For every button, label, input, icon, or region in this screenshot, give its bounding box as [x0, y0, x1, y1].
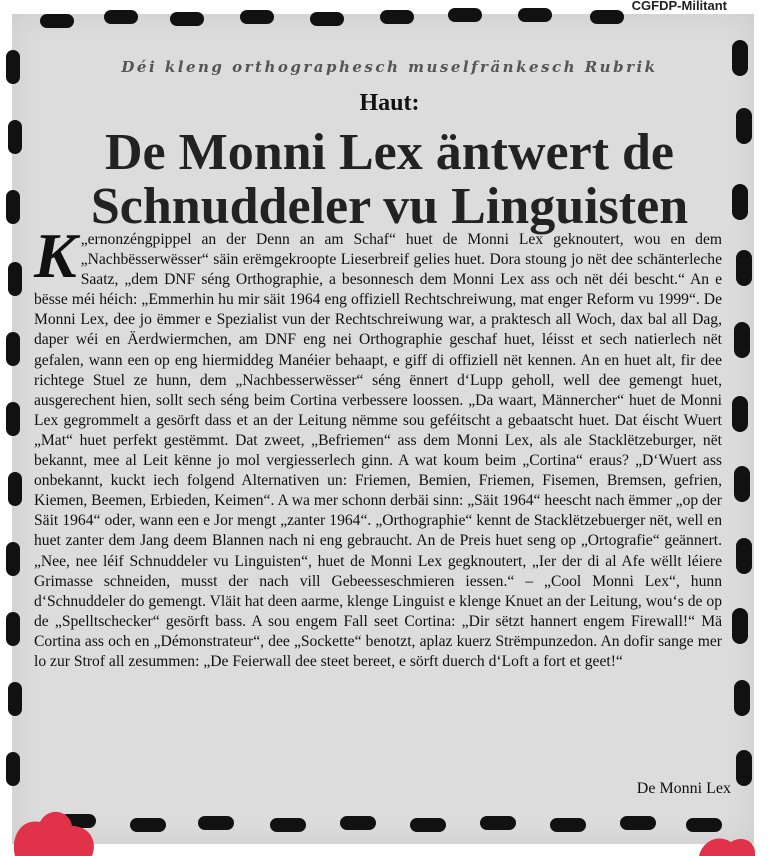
header-label: CGFDP-Militant	[631, 0, 727, 13]
drop-cap: K	[34, 220, 77, 291]
article-body	[34, 220, 722, 672]
author-signature: De Monni Lex	[636, 780, 731, 797]
article-text: „ernonzéngpippel an der Denn an am Schaf“ huet de Monni Lex geknoutert, wou en dem „Nachbësserwësser“ säin erëmgekroopte Lieserbreif gelies huet. Dora stoung jo nët dee schänterleche Saatz, „dem DNF séng Orthographie, a besonnesch dem Monni Lex ass och nët déi bescht.“ An e bësse méi héich: „Emmerhin hu mir säit 1964 eng offiziell Rechtschreiwung, mat enger Reform vu 1999“. De Monni Lex, dee jo ëmmer e Spezialist vun der Rechtschreiwung war, a praktesch all Woch, dax bal all Dag, daper wéi en Äerdwiermchen, am DNF eng nei Orthographie geschaf huet, léisst et sech natierlech nët gefalen, wann een op eng hiermiddeg Manéier behaapt, e giff di offiziell nët kennen. An en huet alt, fir dee richtege Stuel ze hunn, dem „Nachbesserwësser“ séng ënnert d‘Lupp geholl, well dee gemengt huet, ausgerechent hien, sollt sech séng beim Cortina verbessere loossen. „Da waart, Männercher“ huet de Monni Lex gegrommelt a gesörft dass et an der Leitung nëmme sou geféitscht a gebaatscht huet. Dat éischt Wuert „Mat“ huet perfekt gestëmmt. Dat zweet, „Befriemen“ ass dem Monni Lex, als ale Stacklëtzeburger, nët bekannt, mee al Leit kënne jo mol vergiesserlech ginn. A wat koum beim „Cortina“ eraus? „D‘Wuert ass onbekannt, kuckt iech folgend Alternativen un: Friemen, Bemien, Friemen, Fisemen, Bremsen, gefrien, Kiemen, Beemen, Erbieden, Keimen“. A wa mer schonn derbäi sinn: „Säit 1964“ heescht nach ëmmer „op der Säit 1964“ oder, wann een e Jor mengt „zanter 1964“. „Orthographie“ kennt de Stacklëtzebuerger nët, well en huet zanter dem Jang deem Blannen nach ni eng gebraucht. An de Preis huet seng op „Ortografie“ geännert. „Nee, nee léif Schnuddeler vu Linguisten“, huet de Monni Lex gegknoutert, „Ier der di al Afe wëllt léiere Grimasse schneiden, musst der nach vill Gebeesseschmieren iessen.“ – „Cool Monni Lex“, hunn d‘Schnuddeler do gemengt. Vläit hat deen aarme, klenge Linguist e klenge Knuet an der Leitung, wou‘s de op de „Spelltschecker“ gesörft bass. A sou engem Fall seet Cortina: „Dir sëtzt hannert engem Firewall!“ Mä Cortina ass och en „Démonstrateur“, dee „Sockette“ benotzt, aplaz kuerz Strëmpunzedon. An dofir sange mer lo zur Strof all zesummen: „De Feierwall dee steet bereet, e sörft duerch d‘Loft a fort et geet!“	[34, 231, 722, 670]
article-headline: De Monni Lex äntwert de Schnuddeler vu Linguisten	[90, 124, 689, 235]
topic-label: Haut:	[359, 90, 420, 116]
red-ink-stain-right	[689, 826, 759, 856]
red-ink-stain	[10, 796, 100, 856]
column-kicker: Déi kleng orthographesch muselfränkesch Rubrik	[121, 58, 658, 76]
